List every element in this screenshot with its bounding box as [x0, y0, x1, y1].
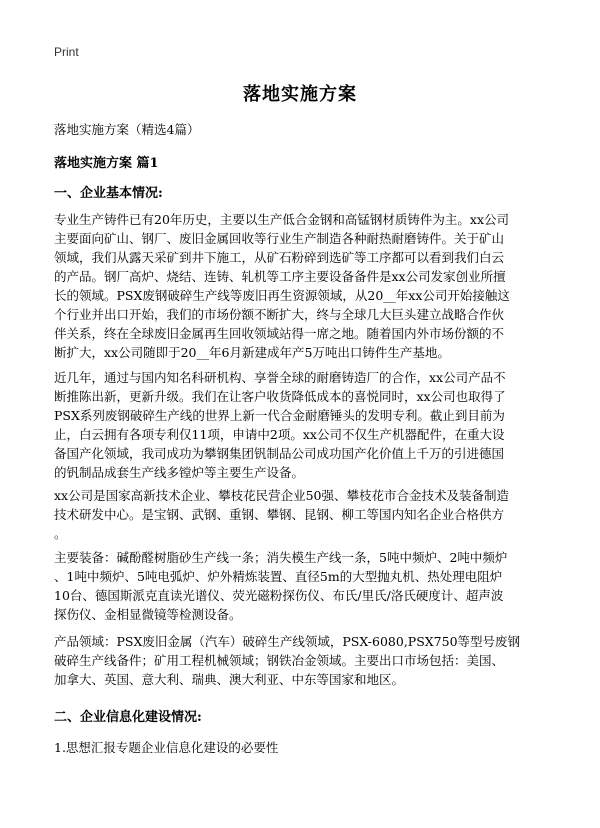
paragraph-qualifications — [54, 486, 546, 543]
list-item: 1.思想汇报专题企业信息化建设的必要性 — [54, 740, 279, 755]
section-2-title: 二、企业信息化建设情况: — [54, 710, 202, 725]
paragraph-line: 备国产化领域，我司成功为攀钢集团钒制品公司成功国产化价值上千万的引进德国 — [54, 446, 505, 461]
paragraph-line: 10台、德国斯派克直读光谱仪、荧光磁粉探伤仪、布氏/里氏/洛氏硬度计、超声波 — [54, 588, 504, 603]
paragraph-product-fields — [54, 632, 546, 689]
paragraph-line: 伴关系，终在全球废旧金属再生回收领域站得一席之地。随着国内外市场份额的不 — [54, 326, 505, 341]
paragraph-line: 主要装备：碱酚醛树脂砂生产线一条；消失模生产线一条，5吨中频炉、2吨中频炉 — [54, 550, 508, 565]
chapter-title: 落地实施方案 篇1 — [54, 156, 159, 171]
paragraph-line: 产品领域：PSX废旧金属（汽车）破碎生产线领域，PSX-6080,PSX750等型号废钢 — [54, 634, 521, 649]
document-title: 落地实施方案 — [243, 84, 357, 105]
paragraph-line: 个行业并出口开始，我们的市场份额不断扩大，终与全球几大巨头建立战略合作伙 — [54, 307, 505, 322]
paragraph-line: 止，白云拥有各项专利仅11项，申请中2项。xx公司不仅生产机器配件，在重大设 — [54, 427, 505, 442]
section-1-title: 一、企业基本情况: — [54, 186, 163, 201]
paragraph-line: xx公司是国家高新技术企业、攀枝花民营企业50强、攀枝花市合金技术及装备制造 — [54, 488, 510, 503]
print-label: Print — [54, 45, 79, 59]
paragraph-line: 断扩大，xx公司随即于20__年6月新建成年产5万吨出口铸件生产基地。 — [54, 345, 450, 360]
paragraph-line: 的产品。钢厂高炉、烧结、连铸、轧机等工序主要设备备件是xx公司发家创业所擅 — [54, 269, 506, 284]
paragraph-line: 长的领域。PSX废钢破碎生产线等废旧再生资源领域，从20__年xx公司开始接触这 — [54, 288, 510, 303]
paragraph-line: 。 — [54, 526, 67, 541]
section-2-item-1 — [54, 738, 546, 757]
paragraph-line: 、1吨中频炉、5吨电弧炉、炉外精炼装置、直径5m的大型抛丸机、热处理电阻炉 — [54, 569, 503, 584]
paragraph-line: 断推陈出新，更新升级。我们在让客户收货降低成本的喜悦同时，xx公司也取得了 — [54, 389, 506, 404]
paragraph-line: 主要面向矿山、钢厂、废旧金属回收等行业生产制造各种耐热耐磨铸件。关于矿山 — [54, 231, 505, 246]
paragraph-line: 专业生产铸件已有20年历史，主要以生产低合金钢和高锰钢材质铸件为主。xx公司 — [54, 212, 510, 227]
paragraph-line: PSX系列废钢破碎生产线的世界上新一代合金耐磨锤头的发明专利。截止到目前为 — [54, 408, 505, 423]
paragraph-line: 的钒制品成套生产线多镗炉等主要生产设备。 — [54, 465, 305, 480]
paragraph-equipment — [54, 548, 546, 624]
paragraph-line: 探伤仪、金相显微镜等检测设备。 — [54, 607, 242, 622]
paragraph-line: 领域，我们从露天采矿到井下施工，从矿石粉碎到选矿等工序都可以看到我们白云 — [54, 250, 505, 265]
paragraph-line: 近几年，通过与国内知名科研机构、享誉全球的耐磨铸造厂的合作，xx公司产品不 — [54, 370, 506, 385]
paragraph-line: 破碎生产线备件；矿用工程机械领域；钢铁冶金领域。主要出口市场包括：美国、 — [54, 653, 505, 668]
paragraph-research-cooperation — [54, 368, 546, 482]
paragraph-line: 技术研发中心。是宝钢、武钢、重钢、攀钢、昆钢、柳工等国内知名企业合格供方 — [54, 507, 505, 522]
paragraph-line: 加拿大、英国、意大利、瑞典、澳大利亚、中东等国家和地区。 — [54, 672, 405, 687]
document-subtitle: 落地实施方案（精选4篇） — [54, 122, 200, 137]
paragraph-company-history — [54, 210, 546, 362]
